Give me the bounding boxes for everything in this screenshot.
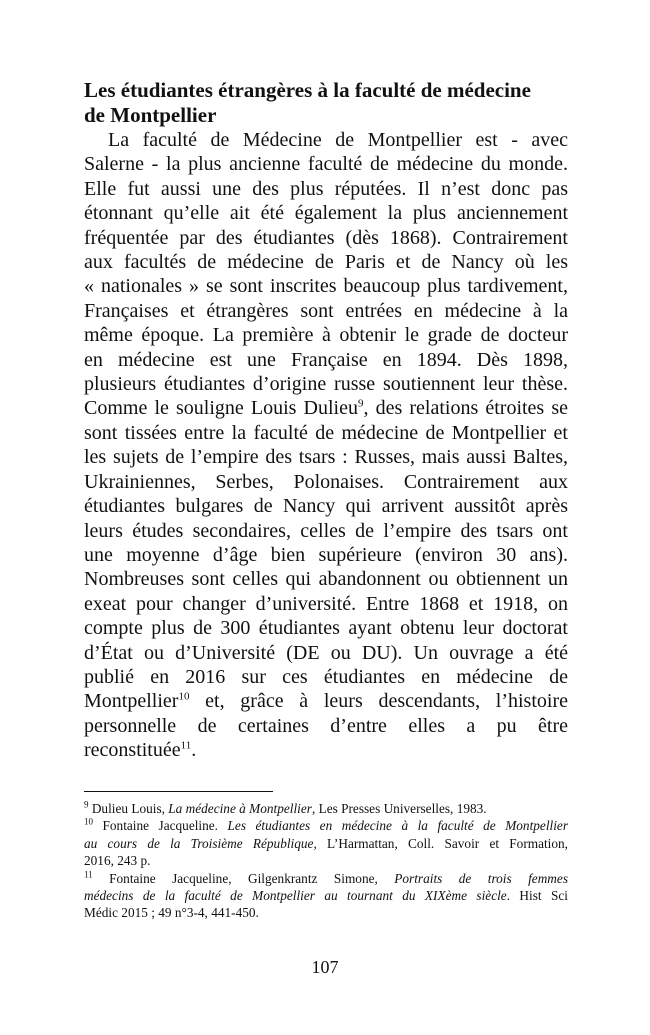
footnote-title: au cours de la Troisième République [84,835,314,851]
footnote-number: 9 [84,799,89,810]
footnote-ref-9[interactable]: 9 [357,397,364,410]
footnote-11-cont: Médic 2015 ; 49 n°3-4, 441-450. [84,905,259,921]
body-line: personnelle de certaines d’entre elles a pu être [84,714,568,737]
body-line: Françaises et étrangères sont entrées en médecine à la [84,299,568,322]
footnote-number: 11 [84,869,93,880]
body-line: aux facultés de médecine de Paris et de Nancy où les [84,251,568,274]
page-content [84,78,568,763]
body-line: exeat pour changer d’université. Entre 1868 et 1918, on [84,592,568,615]
body-line: plusieurs étudiantes d’origine russe soutiennent leur thèse. [84,373,568,396]
body-line: Nombreuses sont celles qui abandonnent ou obtiennent un [84,568,568,591]
body-line: étudiantes bulgares de Nancy qui arrivent aussitôt après [84,495,568,518]
footnote-text: , L’Harmattan, Coll. Savoir et Formation, [313,835,568,851]
footnote-10 [84,817,568,834]
footnote-title: La médecine à Montpellier [168,801,312,816]
body-text-segment: et, grâce à leurs descendants, l’histoire [189,690,568,713]
body-text-segment: Montpellier [84,690,179,713]
footnotes [84,800,568,922]
footnote-title: médecins de la faculté de Montpellier au tournant du XIXème siècle [84,888,507,904]
body-line: « nationales » se sont inscrites beaucoup plus tardivement, [84,275,568,298]
footnote-title: Portraits de trois femmes [394,870,568,886]
footnote-9 [84,800,568,817]
footnote-ref-10[interactable]: 10 [178,690,190,703]
page-number: 107 [311,957,339,977]
footnote-text: Dulieu Louis, [88,801,169,816]
footnote-11-cont [84,887,568,904]
footnote-separator [84,791,273,792]
body-text-segment: reconstituée [84,739,181,762]
body-paragraph [84,128,568,763]
body-line: étonnant qu’elle ait été également la plus anciennement [84,202,568,225]
body-text-segment: Comme le souligne Louis Dulieu [84,397,358,420]
section-heading [84,78,568,128]
footnote-text: Fontaine Jacqueline, Gilgenkrantz Simone, [92,870,395,886]
footnote-10-cont [84,835,568,852]
body-line [84,689,568,713]
footnote-number: 10 [84,816,93,827]
body-line: Salerne - la plus ancienne faculté de médecine du monde. [84,153,568,176]
body-line: les sujets de l’empire des tsars : Russes, mais aussi Baltes, [84,446,568,469]
body-line: fréquentée par des étudiantes (dès 1868). Contrairement [84,226,568,249]
body-line: d’État ou d’Université (DE ou DU). Un ouvrage a été [84,641,568,664]
body-line: Ukrainiennes, Serbes, Polonaises. Contrairement aux [84,470,568,493]
body-text-segment: , des relations étroites se [363,397,568,420]
body-line: publié en 2016 sur ces étudiantes en médecine de [84,665,568,688]
body-line [84,396,568,420]
footnote-text: Fontaine Jacqueline. [93,818,228,834]
body-line: Elle fut aussi une des plus réputées. Il n’est donc pas [84,177,568,200]
body-line: leurs études secondaires, celles de l’empire des tsars ont [84,519,568,542]
body-line: compte plus de 300 étudiantes ayant obtenu leur doctorat [84,617,568,640]
heading-line-2: de Montpellier [84,103,217,127]
footnote-11 [84,870,568,887]
body-line: sont tissées entre la faculté de médecine de Montpellier et [84,421,568,444]
body-line: en médecine est une Française en 1894. Dès 1898, [84,348,568,371]
body-line: La faculté de Médecine de Montpellier est - avec [108,129,568,151]
body-line: même époque. La première à obtenir le grade de docteur [84,324,568,347]
footnote-title: Les étudiantes en médecine à la faculté de Montpellier [227,818,568,834]
body-line [84,738,568,762]
body-line: une moyenne d’âge bien supérieure (environ 30 ans). [84,543,568,566]
footnote-text: . Hist Sci [506,888,568,904]
footnote-10-cont: 2016, 243 p. [84,853,151,869]
heading-line-1: Les étudiantes étrangères à la faculté de médecine [84,78,531,102]
footnote-ref-11[interactable]: 11 [180,739,192,752]
body-text-segment: . [191,739,197,762]
footnote-text: , Les Presses Universelles, 1983. [311,801,487,816]
